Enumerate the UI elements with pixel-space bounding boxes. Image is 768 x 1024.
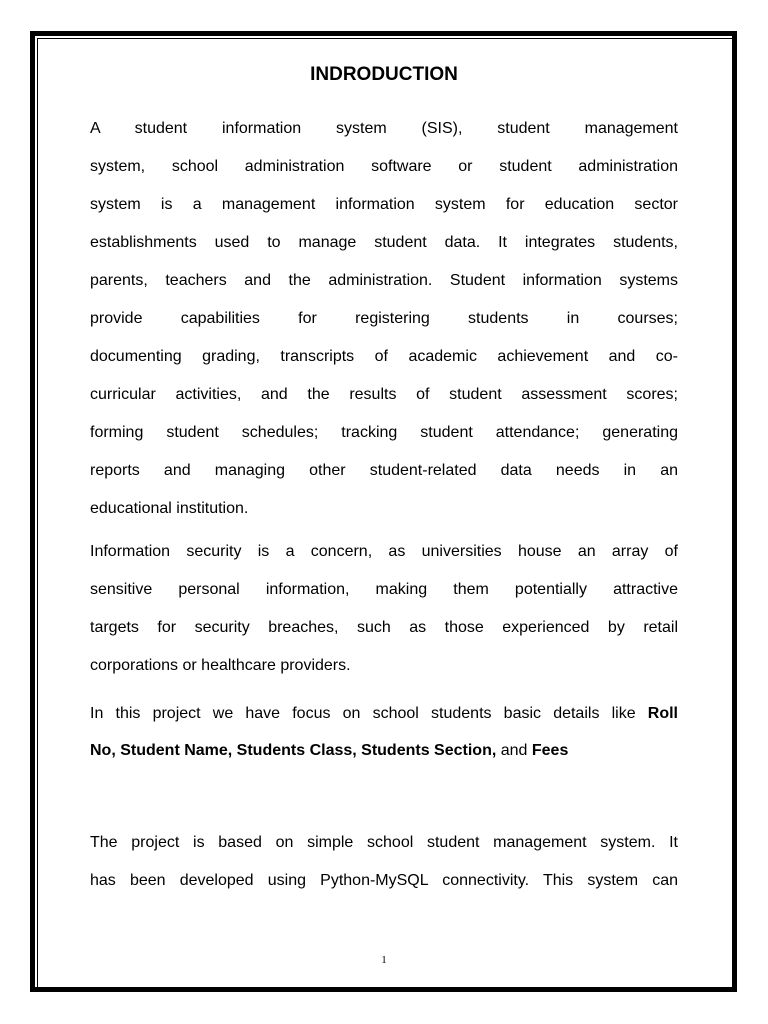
text-segment: and — [496, 742, 532, 759]
text-segment: In this project we have focus on school students basic details like — [90, 705, 648, 722]
text-segment: A student information system (SIS), student management — [90, 120, 678, 137]
text-segment: corporations or healthcare providers. — [90, 657, 351, 674]
paragraph-4-line — [90, 871, 678, 891]
text-segment: targets for security breaches, such as those experienced by retail — [90, 619, 678, 636]
text-segment: reports and managing other student-related data needs in an — [90, 462, 678, 479]
paragraph-1-line — [90, 233, 678, 253]
text-segment: curricular activities, and the results of student assessment scores; — [90, 386, 678, 403]
paragraph-1-line — [90, 461, 678, 481]
paragraph-1-line — [90, 423, 678, 443]
page-number: 1 — [381, 954, 387, 966]
paragraph-4-line — [90, 833, 678, 853]
bold-text: No, Student Name, Students Class, Students Section, — [90, 742, 497, 759]
paragraph-2-line — [90, 618, 678, 638]
text-segment: system is a management information system for education sector — [90, 196, 678, 213]
paragraph-1-line — [90, 499, 678, 519]
text-segment: parents, teachers and the administration. Student information systems — [90, 272, 678, 289]
paragraph-2-line — [90, 580, 678, 600]
text-segment: The project is based on simple school student management system. It — [90, 834, 678, 851]
text-segment: educational institution. — [90, 500, 249, 517]
page-title: INDRODUCTION — [310, 64, 458, 85]
paragraph-1-line — [90, 119, 678, 139]
paragraph-1-line — [90, 195, 678, 215]
text-segment: documenting grading, transcripts of academic achievement and co- — [90, 348, 678, 365]
paragraph-1-line — [90, 309, 678, 329]
text-segment: system, school administration software or student administration — [90, 158, 678, 175]
bold-text: Fees — [531, 742, 569, 759]
paragraph-2-line — [90, 656, 678, 676]
paragraph-1-line — [90, 157, 678, 177]
paragraph-2-line — [90, 542, 678, 562]
text-segment: provide capabilities for registering students in courses; — [90, 310, 678, 327]
text-segment: forming student schedules; tracking student attendance; generating — [90, 424, 678, 441]
paragraph-3-line — [90, 704, 678, 724]
text-segment: Information security is a concern, as universities house an array of — [90, 543, 678, 560]
paragraph-1-line — [90, 271, 678, 291]
paragraph-1-line — [90, 347, 678, 367]
paragraph-1-line — [90, 385, 678, 405]
text-segment: has been developed using Python-MySQL connectivity. This system can — [90, 872, 678, 889]
text-segment: sensitive personal information, making them potentially attractive — [90, 581, 678, 598]
text-segment: establishments used to manage student data. It integrates students, — [90, 234, 678, 251]
bold-text: Roll — [647, 705, 678, 722]
paragraph-3-line — [90, 741, 678, 761]
